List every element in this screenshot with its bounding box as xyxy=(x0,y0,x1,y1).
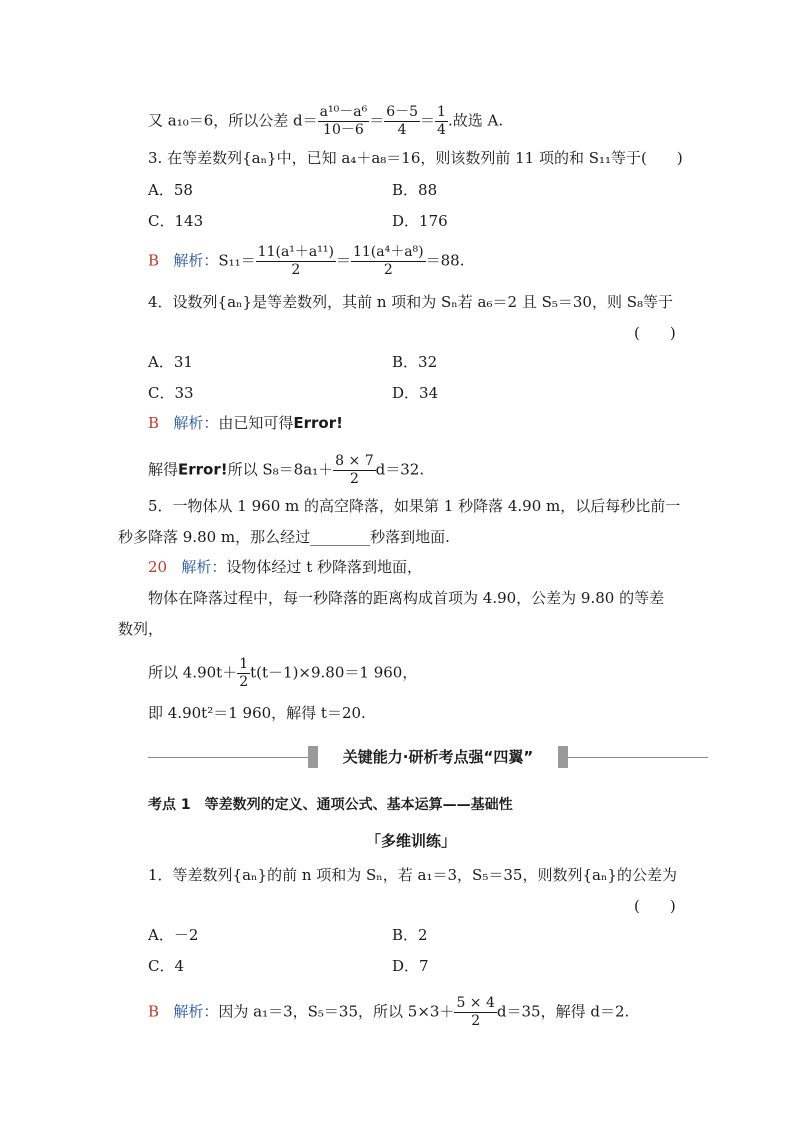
q5-analysis: 20 解析：设物体经过 t 秒降落到地面， xyxy=(148,558,422,576)
q3-analysis: B 解析：S₁₁＝ $\frac{\text{11(a¹＋a¹¹)}}{2}$ ＝ $\frac{\text{11(a⁴＋a⁸)}}{2}$ ＝88. xyxy=(148,244,465,278)
q4-option-b: B．32 xyxy=(392,353,438,371)
q3-option-b: B．88 xyxy=(392,181,438,199)
q3-option-d: D．176 xyxy=(392,212,448,230)
q3-option-c: C．143 xyxy=(148,212,204,230)
q4-error-text: Error! xyxy=(293,414,343,432)
q5-analysis-label: 解析： xyxy=(181,558,227,576)
q5-analysis-line-6: 即 4.90t²＝1 960，解得 t＝20. xyxy=(148,704,366,722)
training-heading: 「多维训练」 xyxy=(366,832,457,850)
question-3-stem: 3. 在等差数列{aₙ}中，已知 a₄＋a₈＝16，则该数列前 11 项的和 S₁₁等于( ) xyxy=(148,149,683,167)
exam-point-heading: 考点 1 等差数列的定义、通项公式、基本运算——基础性 xyxy=(148,797,513,813)
q3-answer: B xyxy=(148,251,160,270)
q5-fraction: $\frac{1}{2}$ xyxy=(239,656,249,690)
q3-analysis-label: 解析： xyxy=(173,251,219,270)
fraction-2: $\frac{6-5}{4}$ xyxy=(386,104,419,138)
t1-answer-paren: ( ) xyxy=(634,897,676,915)
q4-analysis-line-2: 解得Error!所以 S₈＝8a₁＋ $\frac{8 \times 7}{2}$ d＝32. xyxy=(148,453,425,487)
t1-option-a: A．－2 xyxy=(148,926,199,944)
question-4-stem: 4．设数列{aₙ}是等差数列，其前 n 项和为 Sₙ若 a₆＝2 且 S₅＝30，则 S₈等于 xyxy=(148,293,674,311)
question-5-stem-line-2: 秒多降落 9.80 m，那么经过________秒落到地面. xyxy=(118,528,450,546)
q5-analysis-line-4: 数列， xyxy=(118,620,164,638)
t1-analysis: B 解析：因为 a₁＝3，S₅＝35，所以 5×3＋ $\frac{5 \times 4}{2}$ d＝35，解得 d＝2. xyxy=(148,995,630,1029)
q5-answer: 20 xyxy=(148,558,168,576)
q3-fraction-2: $\frac{\text{11(a⁴＋a⁸)}}{2}$ xyxy=(352,244,424,278)
q3-fraction-1: $\frac{\text{11(a¹＋a¹¹)}}{2}$ xyxy=(257,244,334,278)
q4-answer: B xyxy=(148,414,160,432)
q5-analysis-line-3: 物体在降落过程中，每一秒降落的距离构成首项为 4.90，公差为 9.80 的等差 xyxy=(148,589,665,607)
line1-prefix: 又 a₁₀＝6，所以公差 d＝ xyxy=(148,111,318,130)
q4-fraction: $\frac{8 \times 7}{2}$ xyxy=(335,453,374,487)
q4-option-a: A．31 xyxy=(148,353,193,371)
t1-option-b: B．2 xyxy=(392,926,428,944)
t1-fraction: $\frac{5 \times 4}{2}$ xyxy=(456,995,495,1029)
solution-line-common-difference: 又 a₁₀＝6，所以公差 d＝ $\frac{\text{a¹⁰－a⁶}}{10-6}$ ＝ $\frac{6-5}{4}$ ＝ $\frac{1}{4}$ .故选 A. xyxy=(148,104,504,138)
t1-option-d: D．7 xyxy=(392,957,429,975)
t1-option-c: C．4 xyxy=(148,957,185,975)
q4-analysis-label: 解析： xyxy=(173,414,219,432)
section-header-band xyxy=(148,746,708,768)
fraction-3: $\frac{1}{4}$ xyxy=(437,104,446,138)
q3-option-a: A．58 xyxy=(148,181,193,199)
question-5-stem-line-1: 5．一物体从 1 960 m 的高空降落，如果第 1 秒降落 4.90 m，以后每秒比前一 xyxy=(148,497,681,515)
q4-answer-paren: ( ) xyxy=(634,324,676,342)
fraction-1: $\frac{\text{a¹⁰－a⁶}}{10-6}$ xyxy=(319,104,368,138)
q4-option-c: C．33 xyxy=(148,384,194,402)
t1-analysis-label: 解析： xyxy=(173,1002,219,1021)
q4-error-text-2: Error! xyxy=(178,460,228,479)
t1-answer: B xyxy=(148,1002,160,1021)
q5-analysis-line-5: 所以 4.90t＋ $\frac{1}{2}$ t(t－1)×9.80＝1 960， xyxy=(148,656,418,690)
q4-option-d: D．34 xyxy=(392,384,439,402)
q4-analysis: B 解析：由已知可得Error! xyxy=(148,414,343,432)
training-question-1-stem: 1．等差数列{aₙ}的前 n 项和为 Sₙ，若 a₁＝3，S₅＝35，则数列{aₙ}的公差为 xyxy=(148,866,677,884)
section-title: 关键能力·研析考点强“四翼” xyxy=(308,746,568,768)
